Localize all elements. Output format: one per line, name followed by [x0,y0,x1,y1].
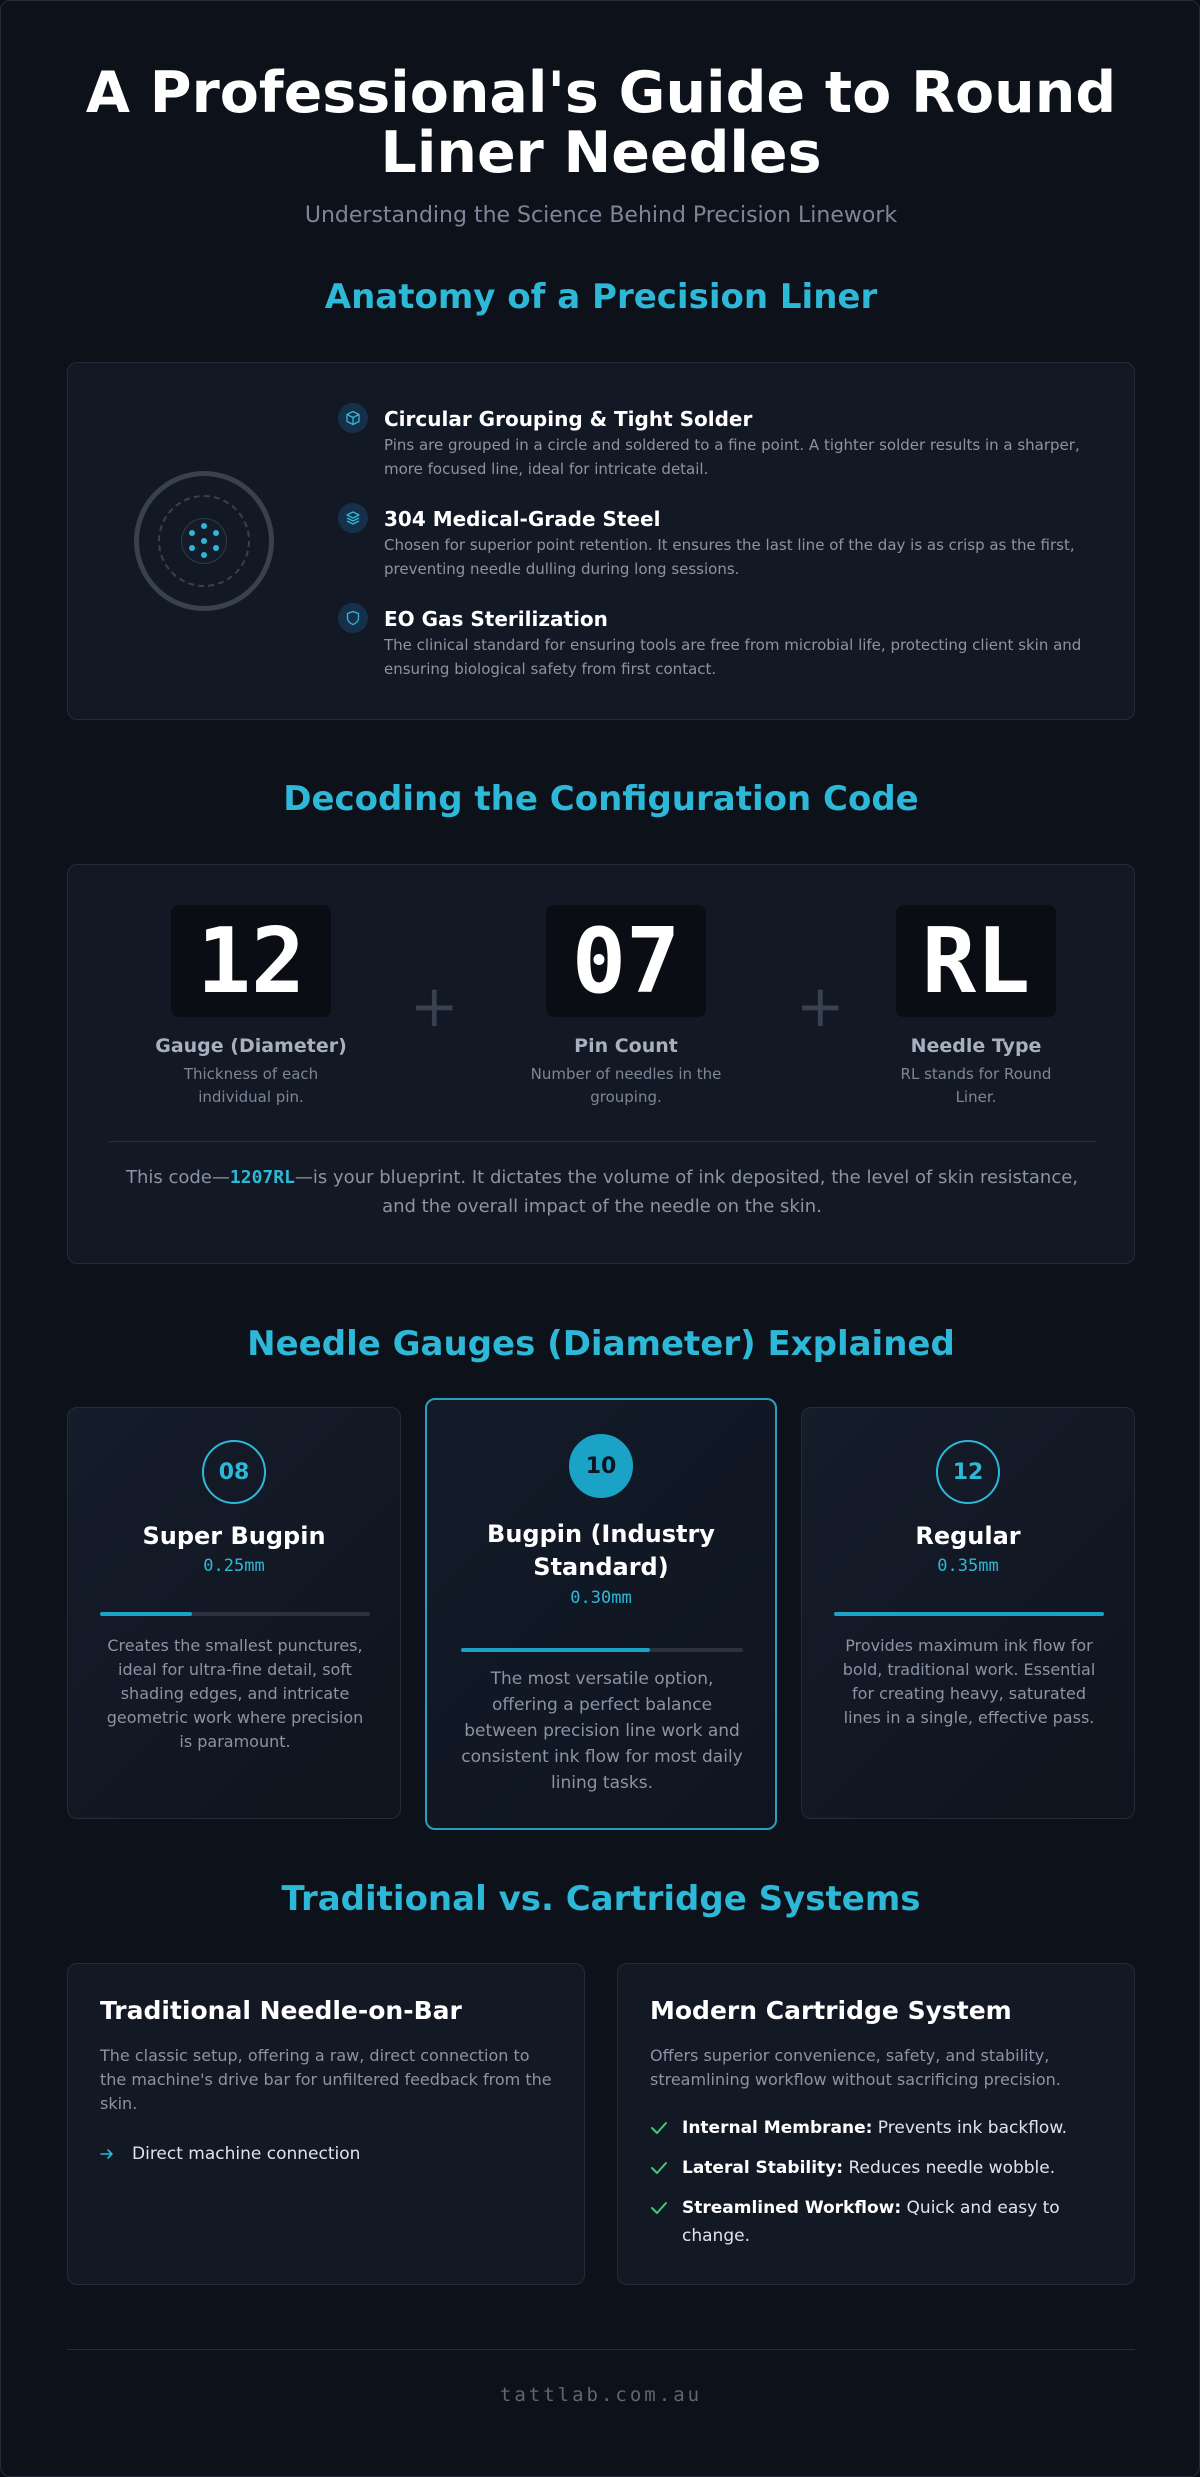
gauge-name: Bugpin (Industry Standard) [487,1520,715,1581]
divider [108,1141,1096,1142]
gauge-description: Thickness of each individual pin. [183,1065,319,1106]
layers-icon [338,503,368,533]
needle-pin [213,530,219,536]
gauge-badge: 12 [936,1440,1000,1504]
gauge-bar-fill [834,1612,1104,1616]
summary-text: —is your blueprint. It dictates the volume of ink deposited, the level of skin resistance, and the overall impact of the needle on the skin. [294,1167,1079,1217]
feature-title: Circular Grouping & Tight Solder [384,407,753,431]
traditional-title: Traditional Needle-on-Bar [100,1996,462,2025]
feature-description: Pins are grouped in a circle and soldered to a fine point. A tighter solder results in a sharper, more focused line, ideal for intricate detail. [384,436,1080,478]
systems-heading: Traditional vs. Cartridge Systems [281,1879,921,1919]
anatomy-card [67,362,1135,720]
page-subtitle: Understanding the Science Behind Precision Linework [304,203,898,228]
cartridge-feature-text: Reduces needle wobble. [843,2158,1056,2178]
footer-site-link[interactable]: tattlab.com.au [499,2384,703,2406]
traditional-card [67,1963,585,2285]
feature-description: The clinical standard for ensuring tools are free from microbial life, protecting client skin and ensuring biological safety from first contact. [384,636,1082,678]
plus-sign: + [796,972,845,1040]
gauge-card-featured [425,1398,777,1830]
needle-pin [189,545,195,551]
summary-code: 1207RL [229,1167,295,1188]
gauge-label: Gauge (Diameter) [155,1035,347,1057]
needle-pin [189,530,195,536]
shield-icon [338,603,368,633]
cartridge-description: Offers superior convenience, safety, and stability, streamlining workflow without sacrificing precision. [650,2046,1061,2089]
gauge-badge: 08 [202,1440,266,1504]
gauge-digit-box: 12 [171,905,331,1017]
cartridge-feature-name: Lateral Stability: [682,2158,844,2178]
needle-pin [201,538,207,544]
cartridge-card [617,1963,1135,2285]
code-heading: Decoding the Configuration Code [283,779,919,819]
gauge-card [67,1407,401,1819]
needle-pin [201,552,207,558]
gauge-name: Regular [915,1522,1021,1550]
needle-pin [201,523,207,529]
gauge-diameter: 0.25mm [203,1556,265,1576]
needle-type-label: Needle Type [910,1035,1042,1057]
cartridge-feature-name: Internal Membrane: [682,2118,873,2138]
cartridge-title: Modern Cartridge System [650,1996,1012,2025]
gauge-card [801,1407,1135,1819]
plus-sign: + [410,972,459,1040]
cartridge-feature-text: Prevents ink backflow. [872,2118,1068,2138]
traditional-feature-text: Direct machine connection [132,2144,361,2164]
gauges-heading: Needle Gauges (Diameter) Explained [247,1324,955,1364]
traditional-feature [100,2140,570,2168]
gauge-bar [461,1648,743,1652]
gauge-description: Creates the smallest punctures, ideal for ultra-fine detail, soft shading edges, and intricate geometric work where precision is paramount. [106,1636,364,1751]
feature-title: 304 Medical-Grade Steel [384,507,661,531]
gauge-bar [834,1612,1104,1616]
gauge-description: Provides maximum ink flow for bold, traditional work. Essential for creating heavy, saturated lines in a single, effective pass. [842,1636,1096,1727]
pin-count-digit-box: 07 [546,905,706,1017]
gauge-diameter: 0.30mm [570,1588,632,1608]
gauge-description: The most versatile option, offering a perfect balance between precision line work and consistent ink flow for most daily lining tasks. [461,1669,743,1793]
cartridge-feature [650,2154,1120,2182]
arrow-right-icon [100,2140,120,2177]
check-icon [650,2154,670,2191]
pin-count-description: Number of needles in the grouping. [530,1065,722,1106]
gauge-diameter: 0.35mm [937,1556,999,1576]
gauge-bar [100,1612,370,1616]
cartridge-feature-text: Quick and easy to change. [682,2198,1060,2246]
needle-type-description: RL stands for Round Liner. [900,1065,1052,1106]
check-icon [650,2114,670,2151]
gauge-badge: 10 [569,1434,633,1498]
code-summary [108,1163,1096,1221]
needle-pin [213,545,219,551]
footer-divider [67,2349,1135,2350]
check-icon [650,2194,670,2231]
traditional-description: The classic setup, offering a raw, direct connection to the machine's drive bar for unfiltered feedback from the skin. [100,2046,552,2113]
feature-title: EO Gas Sterilization [384,607,608,631]
gauge-name: Super Bugpin [142,1522,326,1550]
pin-count-label: Pin Count [574,1035,678,1057]
needle-type-digit-box: RL [896,905,1056,1017]
code-card [67,864,1135,1264]
anatomy-heading: Anatomy of a Precision Liner [324,277,878,317]
gauge-bar-fill [100,1612,192,1616]
cube-icon [338,403,368,433]
cartridge-feature-name: Streamlined Workflow: [682,2198,902,2218]
cartridge-feature [650,2114,1120,2142]
gauge-bar-fill [461,1648,650,1652]
page-title: A Professional's Guide to Round Liner Needles [85,60,1117,186]
feature-description: Chosen for superior point retention. It ensures the last line of the day is as crisp as the first, preventing needle dulling during long sessions. [384,536,1075,578]
summary-text: This code— [125,1167,230,1188]
cartridge-feature [650,2194,1120,2250]
